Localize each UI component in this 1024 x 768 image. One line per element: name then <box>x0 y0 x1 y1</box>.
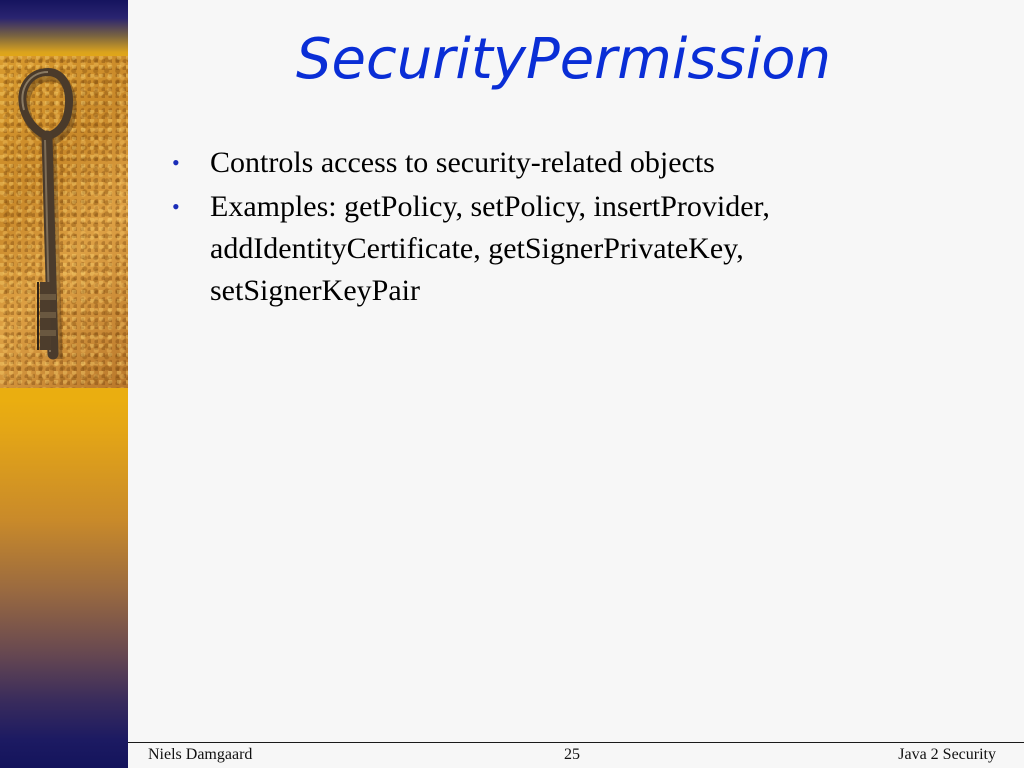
footer-author: Niels Damgaard <box>148 746 253 763</box>
bullet-text: Examples: getPolicy, setPolicy, insertProvider, addIdentityCertificate, getSignerPrivateKey, setSignerKeyPair <box>210 190 770 307</box>
bullet-dot-icon: • <box>172 194 180 219</box>
bullet-item <box>172 186 992 312</box>
footer-divider <box>128 742 1024 743</box>
slide-title: SecurityPermission <box>296 27 831 92</box>
bullet-dot-icon: • <box>172 150 180 175</box>
key-photo <box>0 56 128 388</box>
footer-topic: Java 2 Security <box>898 746 996 763</box>
bullet-list <box>172 142 992 314</box>
bullet-text: Controls access to security-related objects <box>210 146 715 179</box>
bullet-item <box>172 142 992 184</box>
old-key-icon <box>0 56 128 388</box>
footer-page-number: 25 <box>564 746 580 763</box>
